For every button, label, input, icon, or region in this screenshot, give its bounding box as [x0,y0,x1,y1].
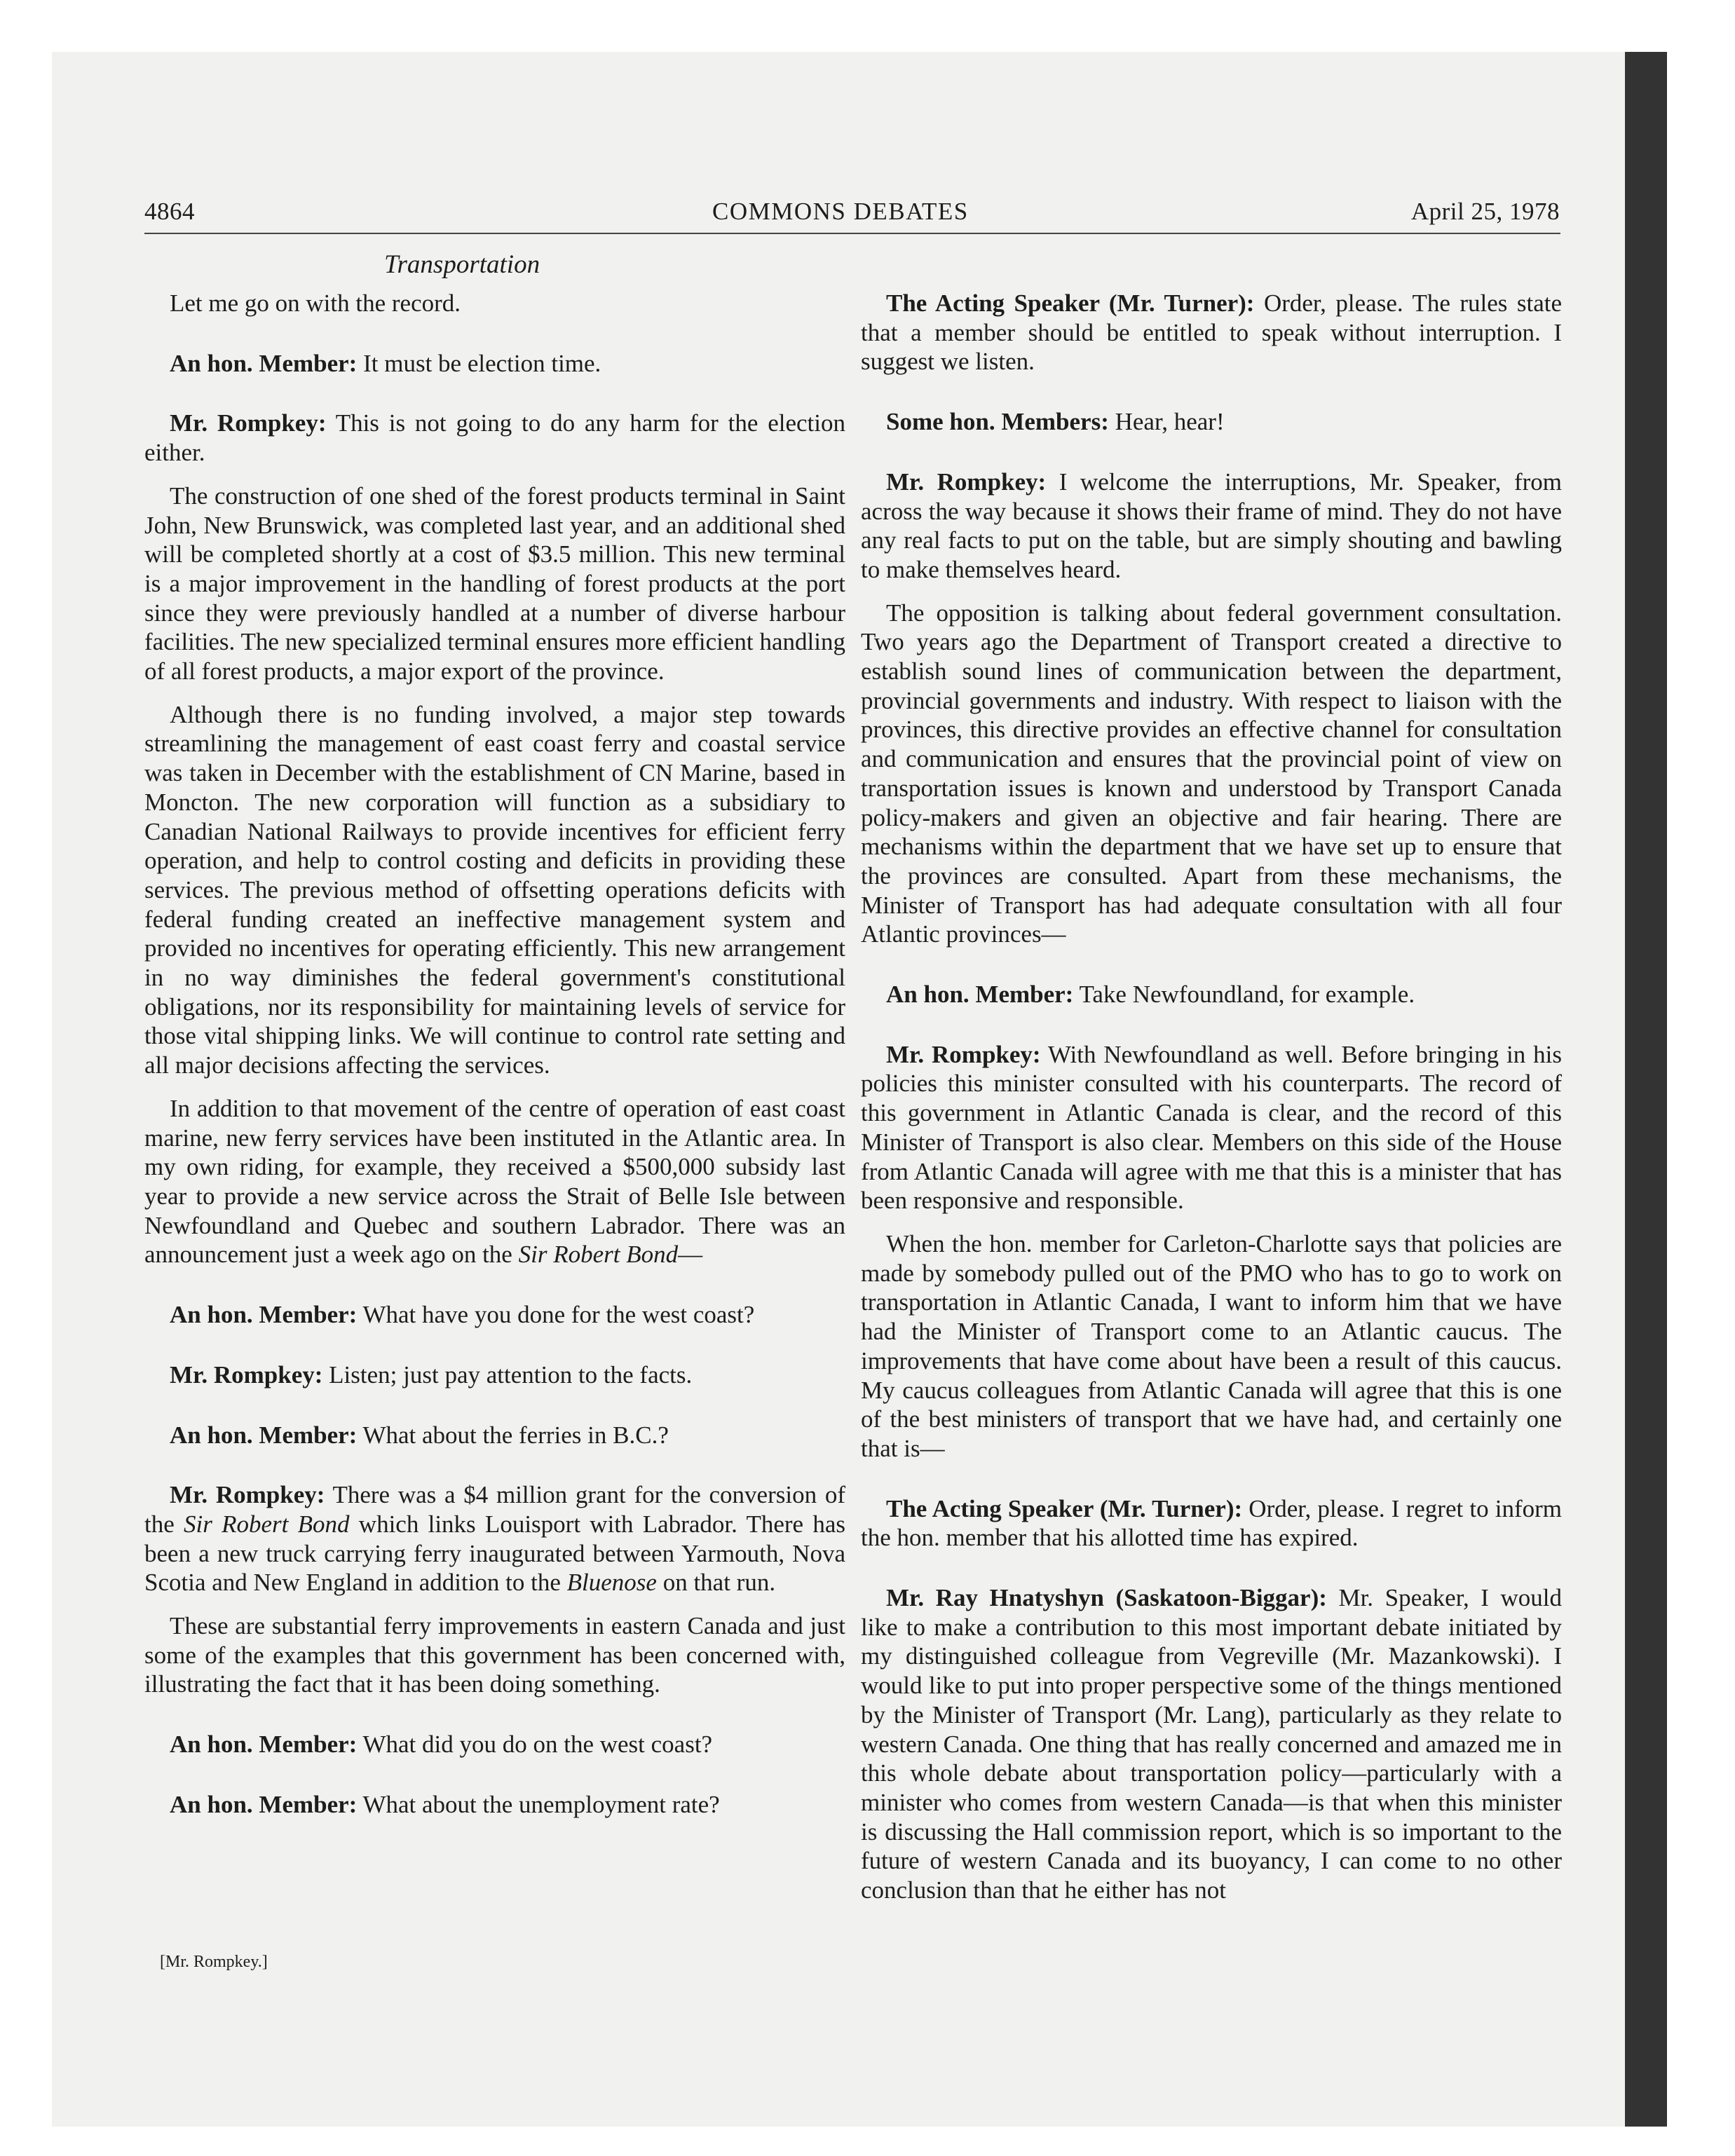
publication-date: April 25, 1978 [1410,198,1560,225]
paragraph: When the hon. member for Carleton-Charlotte says that policies are made by somebody pulled out of the PMO who has to go to work on transportation in Atlantic Canada, I want to inform him that we have had the Minister of Transport come to an Atlantic caucus. The improvements that have come about have been a result of this caucus. My caucus colleagues from Atlantic Canada will agree that this is one of the best ministers of transport that we have had, and certainly one that is— [861,1229,1562,1462]
paragraph: Some hon. Members: Hear, hear! [886,408,1225,436]
paragraph: The construction of one shed of the forest products terminal in Saint John, New Brunswick, was completed last year, and an additional shed will be completed shortly at a cost of $3.5 million. This new terminal is a major improvement in the handling of forest products at the port since they were previously handled at a number of diverse harbour facilities. The new specialized terminal ensures more efficient handling of all forest products, a major export of the province. [144,482,845,685]
paragraph: The opposition is talking about federal government consultation. Two years ago the Department of Transport created a directive to establish sound lines of communication between the department, provincial governments and industry. With respect to liaison with the provinces, this directive provides an effective channel for consultation and communication and ensures that the provincial point of view on transportation issues is known and understood by Transport Canada policy-makers and given an objective and fair hearing. There are mechanisms within the department that we have set up to ensure that the provinces are consulted. Apart from these mechanisms, the Minister of Transport has had adequate consultation with all four Atlantic provinces— [861,599,1562,948]
paragraph: Mr. Rompkey: I welcome the interruptions, Mr. Speaker, from across the way because it shows their frame of mind. They do not have any real facts to put on the table, but are simply shouting and bawling to make themselves heard. [861,468,1562,583]
speaker-name: An hon. Member: [170,349,358,377]
paragraph: In addition to that movement of the centre of operation of east coast marine, new ferry services have been instituted in the Atlantic area. In my own riding, for example, they received a $500,000 subsidy last year to provide a new service across the Strait of Belle Isle between Newfoundland and Quebec and southern Labrador. There was an announcement just a week ago on the Sir Robert Bond— [144,1094,845,1269]
paragraph: Mr. Ray Hnatyshyn (Saskatoon-Biggar): Mr. Speaker, I would like to make a contribution to this most important debate initiated by my distinguished colleague from Vegreville (Mr. Mazankowski). I would like to put into proper perspective some of the things mentioned by the Minister of Transport (Mr. Lang), particularly as they relate to western Canada. One thing that has really concerned and amazed me in this whole debate about transportation policy—particularly with a minister who comes from western Canada—is that when this minister is discussing the Hall commission report, which is so important to the future of western Canada and its buoyancy, I can come to no other conclusion than that he either has not [861,1584,1562,1904]
publication-title: COMMONS DEBATES [712,198,969,225]
speaker-name: An hon. Member: [886,981,1074,1009]
paragraph: Mr. Rompkey: This is not going to do any harm for the election either. [144,409,845,467]
speaker-name: Mr. Rompkey: [170,1360,323,1389]
speaker-name: Some hon. Members: [886,408,1109,436]
paragraph: The Acting Speaker (Mr. Turner): Order, please. The rules state that a member should be entitled to speak without interruption. I suggest we listen. [861,289,1562,376]
paragraph: An hon. Member: What about the unemployment rate? [170,1790,720,1818]
speaker-name: An hon. Member: [170,1421,358,1449]
paragraph: Mr. Rompkey: With Newfoundland as well. Before bringing in his policies this minister consulted with his counterparts. The record of this government in Atlantic Canada is clear, and the record of this Minister of Transport is also clear. Members on this side of the House from Atlantic Canada will agree with me that this is a minister that has been responsive and responsible. [861,1040,1562,1215]
section-title: Transportation [384,250,540,279]
paragraph: An hon. Member: What have you done for the west coast? [170,1301,755,1329]
paragraph: An hon. Member: What about the ferries in B.C.? [170,1421,669,1449]
page-number: 4864 [144,198,195,225]
paragraph: These are substantial ferry improvements in eastern Canada and just some of the examples that this government has been concerned with, illustrating the fact that it has been doing something. [144,1612,845,1698]
header-rule [144,233,1560,234]
paragraph: Let me go on with the record. [170,289,461,317]
paragraph: The Acting Speaker (Mr. Turner): Order, please. I regret to inform the hon. member that his allotted time has expired. [861,1494,1562,1552]
speaker-name: Mr. Ray Hnatyshyn (Saskatoon-Biggar): [886,1584,1327,1612]
right-column [861,289,1562,1919]
speaker-name: Mr. Rompkey: [170,1481,325,1509]
paragraph: Mr. Rompkey: There was a $4 million grant for the conversion of the Sir Robert Bond which links Louisport with Labrador. There has been a new truck carrying ferry inaugurated between Yarmouth, Nova Scotia and New England in addition to the Bluenose on that run. [144,1481,846,1597]
speaker-name: Mr. Rompkey: [886,468,1047,496]
footnote: [Mr. Rompkey.] [160,1953,268,1971]
speaker-name: Mr. Rompkey: [886,1040,1041,1068]
speaker-name: The Acting Speaker (Mr. Turner): [886,1494,1243,1522]
scan-edge-shadow [1625,52,1667,2127]
left-column [144,289,845,1834]
paragraph: An hon. Member: Take Newfoundland, for example. [886,981,1415,1009]
paragraph: An hon. Member: It must be election time. [170,349,601,377]
speaker-name: The Acting Speaker (Mr. Turner): [886,289,1255,317]
paragraph: Mr. Rompkey: Listen; just pay attention to the facts. [170,1360,693,1389]
speaker-name: Mr. Rompkey: [170,409,327,437]
speaker-name: An hon. Member: [170,1790,358,1818]
paragraph: Although there is no funding involved, a major step towards streamlining the management of east coast ferry and coastal service was taken in December with the establishment of CN Marine, based in Moncton. The new corporation will function as a subsidiary to Canadian National Railways to provide incentives for efficient ferry operation, and help to control costing and deficits in providing these services. The previous method of offsetting operations deficits with federal funding created an ineffective management system and provided no incentives for operating efficiently. This new arrangement in no way diminishes the federal government's constitutional obligations, nor its responsibility for maintaining levels of service for those vital shipping links. We will continue to control rate setting and all major decisions affecting the services. [144,700,845,1079]
paragraph: An hon. Member: What did you do on the west coast? [170,1731,713,1759]
speaker-name: An hon. Member: [170,1731,358,1759]
speaker-name: An hon. Member: [170,1301,358,1329]
